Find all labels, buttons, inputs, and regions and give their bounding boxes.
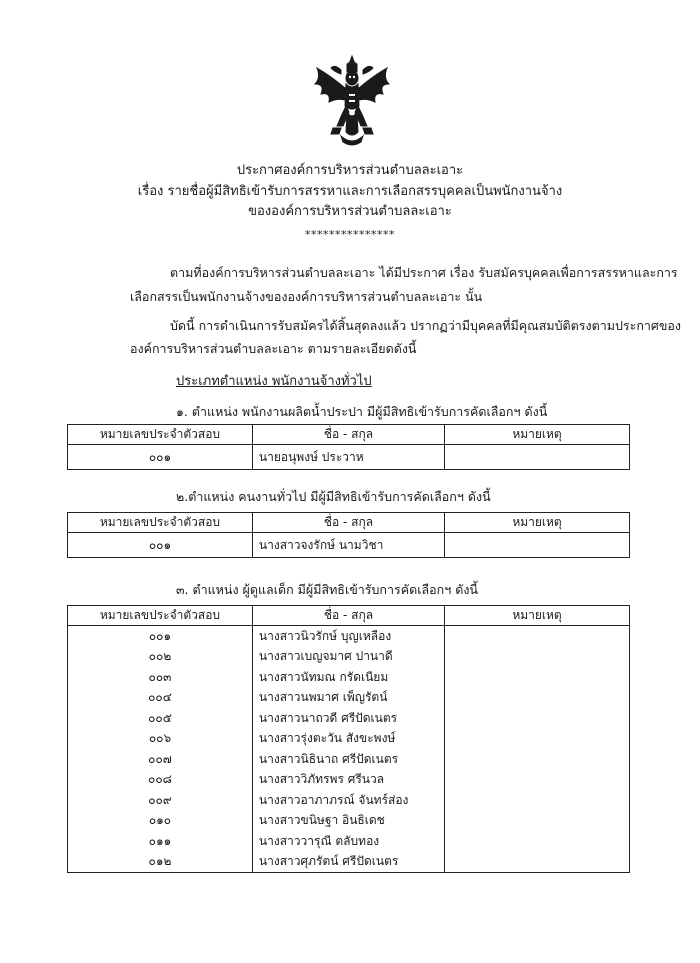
column-header-name: ชื่อ - สกุล	[252, 425, 444, 445]
full-name-cell: นายอนุพงษ์ ประวาห	[252, 445, 444, 470]
column-header-id: หมายเลขประจำตัวสอบ	[68, 513, 253, 533]
exam-id-cell: ๐๐๔	[68, 688, 253, 709]
announcement-title: ประกาศองค์การบริหารส่วนตำบลละเอาะ	[236, 163, 464, 178]
full-name-cell: นางสาววิภัทรพร ศรีนวล	[252, 770, 444, 791]
table-header-row	[68, 425, 630, 445]
exam-id-cell: ๐๐๖	[68, 729, 253, 750]
remark-cell	[445, 708, 630, 729]
remark-cell	[445, 688, 630, 709]
column-header-id: หมายเลขประจำตัวสอบ	[68, 606, 253, 626]
exam-id-cell: ๐๐๒	[68, 647, 253, 668]
full-name-cell: นางสาววารุณี ตลับทอง	[252, 831, 444, 852]
star-divider: ***************	[305, 228, 395, 241]
remark-cell	[445, 811, 630, 832]
remark-cell	[445, 790, 630, 811]
position-1-table	[67, 424, 630, 470]
paragraph-1-line-1: ตามที่องค์การบริหารส่วนตำบลละเอาะ ได้มีประกาศ เรื่อง รับสมัครบุคคลเพื่อการสรรหาและการ	[170, 265, 678, 280]
table-row	[68, 749, 630, 770]
remark-cell	[445, 729, 630, 750]
remark-cell	[445, 445, 630, 470]
full-name-cell: นางสาวนิวรักษ์ บุญเหลือง	[252, 626, 444, 647]
exam-id-cell: ๐๑๐	[68, 811, 253, 832]
remark-cell	[445, 831, 630, 852]
exam-id-cell: ๐๐๘	[68, 770, 253, 791]
exam-id-cell: ๐๐๑	[68, 626, 253, 647]
full-name-cell: นางสาวนาถวดี ศรีปัดเนตร	[252, 708, 444, 729]
table-row	[68, 626, 630, 647]
table-row	[68, 667, 630, 688]
table-row	[68, 831, 630, 852]
table-row	[68, 647, 630, 668]
position-2-title: ๒.ตำแหน่ง คนงานทั่วไป มีผู้มีสิทธิเข้ารับการคัดเลือกฯ ดังนี้	[176, 489, 491, 504]
column-header-name: ชื่อ - สกุล	[252, 606, 444, 626]
table-row	[68, 811, 630, 832]
remark-cell	[445, 533, 630, 558]
position-1-title: ๑. ตำแหน่ง พนักงานผลิตน้ำประปา มีผู้มีสิทธิเข้ารับการคัดเลือกฯ ดังนี้	[176, 404, 548, 419]
paragraph-1-line-2: เลือกสรรเป็นพนักงานจ้างขององค์การบริหารส่วนตำบลละเอาะ นั้น	[130, 289, 483, 304]
table-header-row	[68, 606, 630, 626]
exam-id-cell: ๐๐๙	[68, 790, 253, 811]
exam-id-cell: ๐๐๓	[68, 667, 253, 688]
column-header-id: หมายเลขประจำตัวสอบ	[68, 425, 253, 445]
table-row	[68, 852, 630, 873]
remark-cell	[445, 749, 630, 770]
exam-id-cell: ๐๐๑	[68, 533, 253, 558]
exam-id-cell: ๐๐๕	[68, 708, 253, 729]
position-3-table	[67, 605, 630, 873]
table-row	[68, 445, 630, 470]
table-row	[68, 708, 630, 729]
paragraph-2-line-2: องค์การบริหารส่วนตำบลละเอาะ ตามรายละเอียดดังนี้	[130, 341, 417, 356]
full-name-cell: นางสาวรุ่งตะวัน สังขะพงษ์	[252, 729, 444, 750]
position-2-table	[67, 512, 630, 558]
announcement-subject: เรื่อง รายชื่อผู้มีสิทธิเข้ารับการสรรหาและการเลือกสรรบุคคลเป็นพนักงานจ้าง	[137, 184, 563, 199]
column-header-name: ชื่อ - สกุล	[252, 513, 444, 533]
exam-id-cell: ๐๐๗	[68, 749, 253, 770]
table-row	[68, 729, 630, 750]
exam-id-cell: ๐๐๑	[68, 445, 253, 470]
full-name-cell: นางสาวจงรักษ์ นามวิชา	[252, 533, 444, 558]
remark-cell	[445, 852, 630, 873]
table-row	[68, 533, 630, 558]
full-name-cell: นางสาวเบญจมาศ ปานาดี	[252, 647, 444, 668]
full-name-cell: นางสาวศุภรัตน์ ศรีปัดเนตร	[252, 852, 444, 873]
full-name-cell: นางสาวนัทมณ กรัดเนียม	[252, 667, 444, 688]
column-header-note: หมายเหตุ	[445, 513, 630, 533]
position-3-title: ๓. ตำแหน่ง ผู้ดูแลเด็ก มีผู้มีสิทธิเข้ารับการคัดเลือกฯ ดังนี้	[176, 582, 478, 597]
exam-id-cell: ๐๑๑	[68, 831, 253, 852]
full-name-cell: นางสาวนิธินาถ ศรีปัดเนตร	[252, 749, 444, 770]
table-row	[68, 770, 630, 791]
column-header-note: หมายเหตุ	[445, 606, 630, 626]
remark-cell	[445, 626, 630, 647]
remark-cell	[445, 647, 630, 668]
announcement-organization: ขององค์การบริหารส่วนตำบลละเอาะ	[248, 204, 452, 219]
column-header-note: หมายเหตุ	[445, 425, 630, 445]
table-row	[68, 688, 630, 709]
full-name-cell: นางสาวขนิษฐา อินธิเดช	[252, 811, 444, 832]
table-row	[68, 790, 630, 811]
full-name-cell: นางสาวอาภาภรณ์ จันทร์ส่อง	[252, 790, 444, 811]
remark-cell	[445, 770, 630, 791]
full-name-cell: นางสาวนพมาศ เพ็ญรัตน์	[252, 688, 444, 709]
table-header-row	[68, 513, 630, 533]
paragraph-2-line-1: บัดนี้ การดำเนินการรับสมัครได้สิ้นสุดลงแล้ว ปรากฏว่ามีบุคคลที่มีคุณสมบัติตรงตามประกาศของ	[170, 318, 681, 333]
remark-cell	[445, 667, 630, 688]
garuda-emblem-icon	[311, 54, 393, 148]
exam-id-cell: ๐๑๒	[68, 852, 253, 873]
position-category-heading: ประเภทตำแหน่ง พนักงานจ้างทั่วไป	[176, 374, 372, 389]
